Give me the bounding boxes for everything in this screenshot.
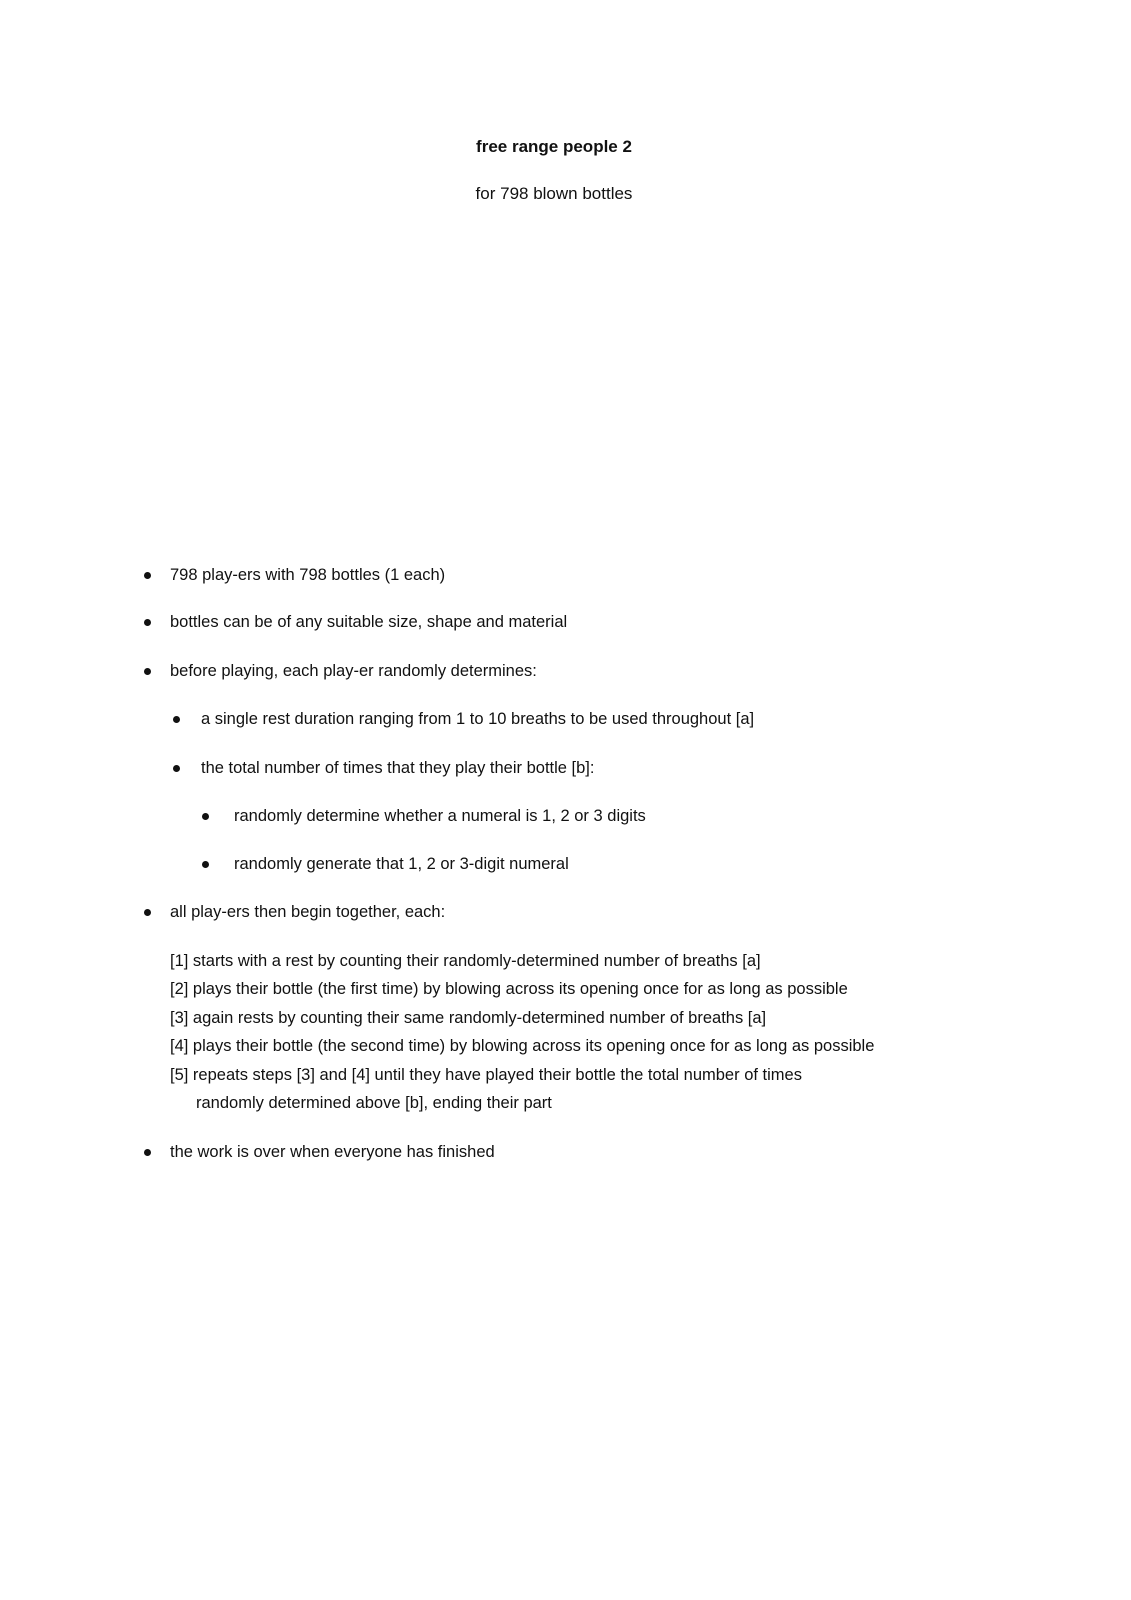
bullet-icon: [144, 668, 151, 675]
step-item: [5] repeats steps [3] and [4] until they have played their bottle the total number of times: [170, 1066, 802, 1084]
document-title: free range people 2: [476, 137, 632, 156]
bullet-item: bottles can be of any suitable size, shape and material: [170, 613, 568, 631]
step-item: [3] again rests by counting their same randomly-determined number of breaths [a]: [170, 1009, 767, 1027]
document-subtitle: for 798 blown bottles: [475, 184, 633, 203]
sub-bullet-item: a single rest duration ranging from 1 to 10 breaths to be used throughout [a]: [201, 710, 755, 728]
bullet-item: the work is over when everyone has finished: [170, 1143, 495, 1161]
bullet-icon: [173, 716, 180, 723]
bullet-item: 798 play-ers with 798 bottles (1 each): [170, 566, 446, 584]
bullet-icon: [144, 1149, 151, 1156]
bullet-icon: [144, 909, 151, 916]
bullet-icon: [144, 572, 151, 579]
step-item: [1] starts with a rest by counting their randomly-determined number of breaths [a]: [170, 952, 761, 970]
bullet-icon: [144, 619, 151, 626]
sub-sub-bullet-item: randomly determine whether a numeral is 1, 2 or 3 digits: [234, 807, 646, 825]
sub-bullet-item: the total number of times that they play their bottle [b]:: [201, 759, 595, 777]
step-item: [2] plays their bottle (the first time) by blowing across its opening once for as long as possible: [170, 980, 848, 998]
sub-sub-bullet-item: randomly generate that 1, 2 or 3-digit numeral: [234, 855, 569, 873]
bullet-item: all play-ers then begin together, each:: [170, 903, 446, 921]
step-item: [4] plays their bottle (the second time) by blowing across its opening once for as long as possible: [170, 1037, 875, 1055]
bullet-icon: [202, 861, 209, 868]
step-item-continuation: randomly determined above [b], ending their part: [196, 1094, 552, 1112]
bullet-icon: [202, 813, 209, 820]
bullet-icon: [173, 765, 180, 772]
bullet-item: before playing, each play-er randomly determines:: [170, 662, 537, 680]
